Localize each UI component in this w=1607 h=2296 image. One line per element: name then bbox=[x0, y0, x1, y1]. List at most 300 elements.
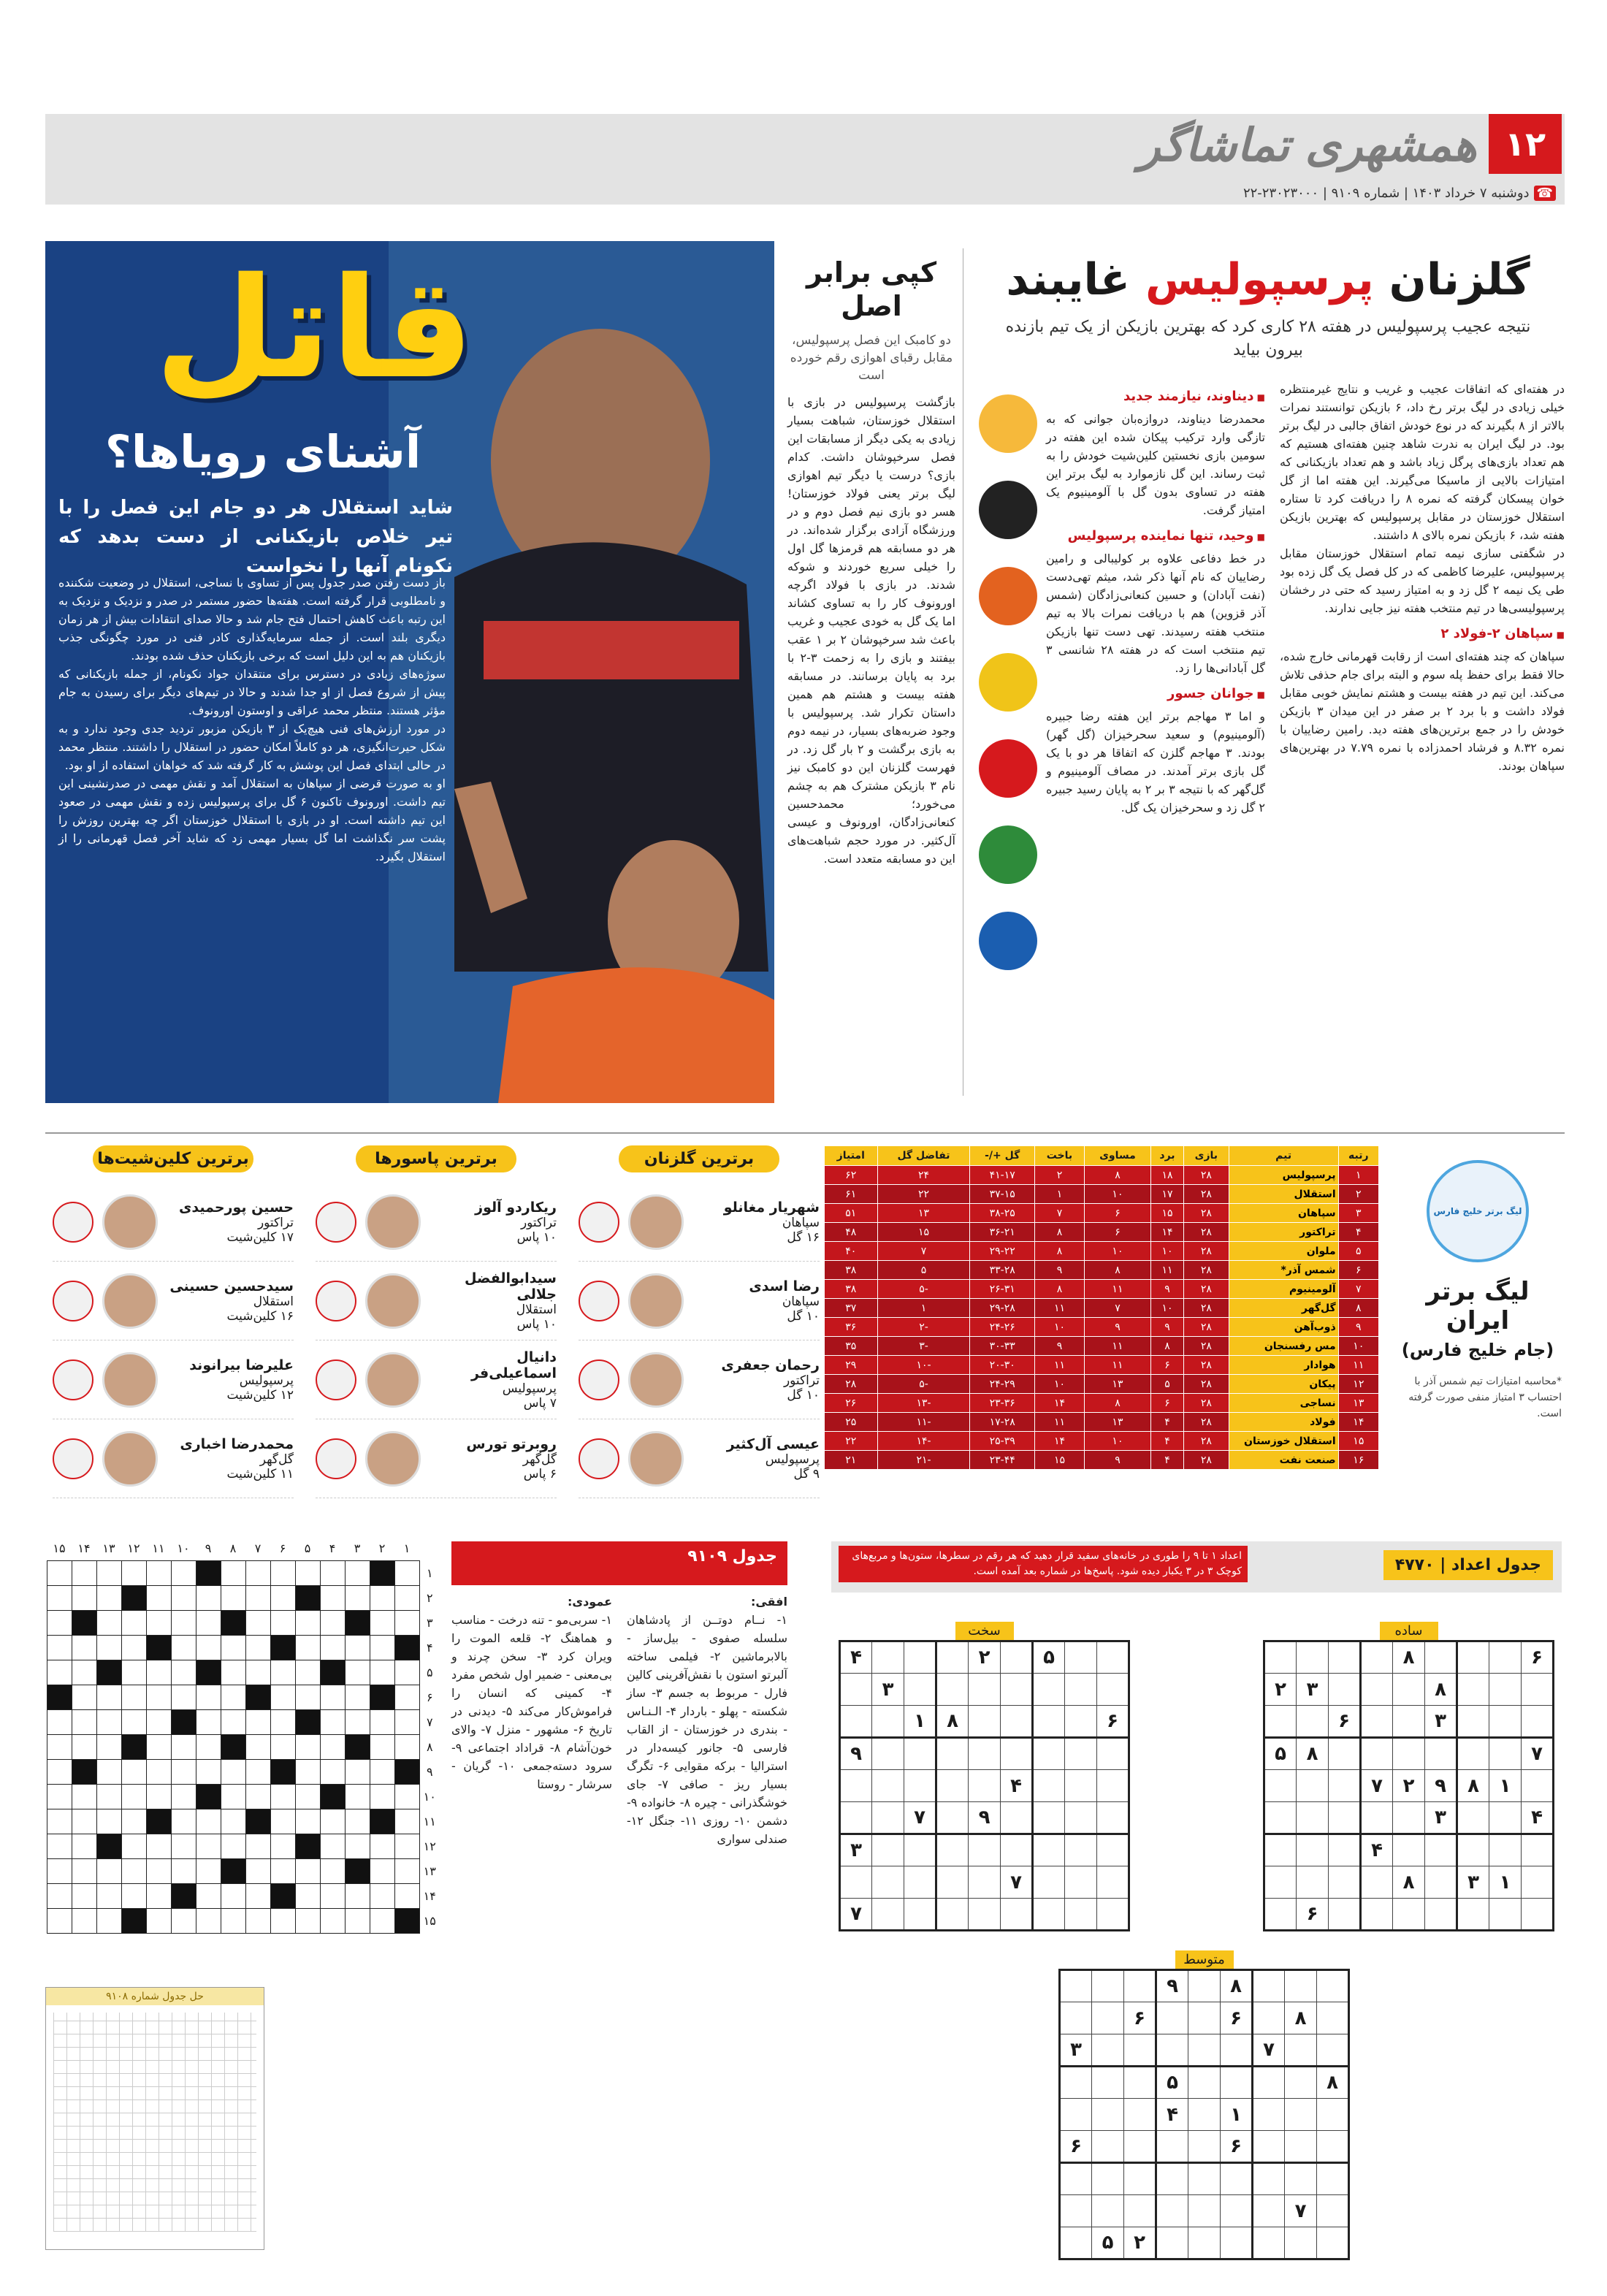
crossword-cell[interactable] bbox=[121, 1710, 146, 1735]
crossword-cell[interactable] bbox=[72, 1685, 96, 1710]
sudoku-cell[interactable] bbox=[1253, 2002, 1285, 2034]
sudoku-cell[interactable]: ۷ bbox=[840, 1899, 872, 1931]
crossword-cell[interactable] bbox=[394, 1859, 419, 1884]
crossword-cell[interactable] bbox=[196, 1611, 221, 1636]
sudoku-cell[interactable]: ۵ bbox=[1033, 1641, 1065, 1674]
crossword-cell[interactable] bbox=[96, 1561, 121, 1586]
crossword-cell[interactable] bbox=[196, 1859, 221, 1884]
crossword-cell[interactable] bbox=[394, 1785, 419, 1809]
crossword-cell[interactable] bbox=[320, 1636, 345, 1660]
crossword-cell[interactable] bbox=[121, 1611, 146, 1636]
crossword-cell[interactable] bbox=[47, 1859, 72, 1884]
sudoku-cell[interactable] bbox=[1033, 1834, 1065, 1866]
sudoku-cell[interactable]: ۷ bbox=[1001, 1866, 1033, 1899]
sudoku-cell[interactable] bbox=[1457, 1706, 1489, 1738]
crossword-cell[interactable] bbox=[196, 1561, 221, 1586]
sudoku-cell[interactable] bbox=[1001, 1802, 1033, 1834]
sudoku-cell[interactable]: ۱ bbox=[1221, 2099, 1253, 2131]
crossword-cell[interactable] bbox=[221, 1809, 245, 1834]
sudoku-cell[interactable] bbox=[1001, 1834, 1033, 1866]
sudoku-cell[interactable] bbox=[936, 1834, 969, 1866]
sudoku-cell[interactable] bbox=[1092, 2034, 1124, 2067]
crossword-cell[interactable] bbox=[121, 1636, 146, 1660]
crossword-cell[interactable] bbox=[245, 1785, 270, 1809]
crossword-cell[interactable] bbox=[345, 1785, 370, 1809]
sudoku-cell[interactable] bbox=[1188, 2002, 1221, 2034]
crossword-cell[interactable] bbox=[221, 1561, 245, 1586]
sudoku-cell[interactable]: ۶ bbox=[1060, 2131, 1092, 2163]
crossword-cell[interactable] bbox=[270, 1636, 295, 1660]
crossword-cell[interactable] bbox=[295, 1561, 320, 1586]
crossword-cell[interactable] bbox=[394, 1884, 419, 1909]
sudoku-cell[interactable] bbox=[1522, 1899, 1554, 1931]
sudoku-cell[interactable] bbox=[1156, 2227, 1188, 2259]
crossword-cell[interactable] bbox=[320, 1859, 345, 1884]
sudoku-cell[interactable] bbox=[1097, 1770, 1129, 1802]
crossword-cell[interactable] bbox=[320, 1834, 345, 1859]
crossword-cell[interactable] bbox=[295, 1710, 320, 1735]
crossword-cell[interactable] bbox=[221, 1586, 245, 1611]
sudoku-cell[interactable] bbox=[904, 1899, 936, 1931]
crossword-cell[interactable] bbox=[245, 1636, 270, 1660]
sudoku-cell[interactable] bbox=[1264, 1802, 1297, 1834]
sudoku-cell[interactable] bbox=[1188, 2163, 1221, 2195]
sudoku-cell[interactable] bbox=[904, 1866, 936, 1899]
sudoku-cell[interactable] bbox=[1097, 1641, 1129, 1674]
crossword-cell[interactable] bbox=[345, 1660, 370, 1685]
sudoku-cell[interactable]: ۶ bbox=[1097, 1706, 1129, 1738]
sudoku-cell[interactable] bbox=[840, 1706, 872, 1738]
crossword-cell[interactable] bbox=[96, 1834, 121, 1859]
crossword-cell[interactable] bbox=[47, 1660, 72, 1685]
sudoku-cell[interactable] bbox=[1092, 2002, 1124, 2034]
crossword-cell[interactable] bbox=[146, 1785, 171, 1809]
sudoku-cell[interactable] bbox=[1065, 1674, 1097, 1706]
crossword-cell[interactable] bbox=[370, 1735, 394, 1760]
crossword-cell[interactable] bbox=[96, 1859, 121, 1884]
sudoku-cell[interactable] bbox=[1361, 1641, 1393, 1674]
sudoku-cell[interactable]: ۴ bbox=[1156, 2099, 1188, 2131]
crossword-cell[interactable] bbox=[270, 1710, 295, 1735]
crossword-cell[interactable] bbox=[245, 1735, 270, 1760]
crossword-cell[interactable] bbox=[96, 1685, 121, 1710]
crossword-cell[interactable] bbox=[146, 1859, 171, 1884]
sudoku-hard-grid[interactable] bbox=[839, 1640, 1130, 1931]
crossword-cell[interactable] bbox=[171, 1561, 196, 1586]
sudoku-cell[interactable] bbox=[1457, 1738, 1489, 1770]
sudoku-cell[interactable] bbox=[872, 1802, 904, 1834]
crossword-cell[interactable] bbox=[370, 1760, 394, 1785]
sudoku-cell[interactable] bbox=[872, 1834, 904, 1866]
crossword-cell[interactable] bbox=[47, 1809, 72, 1834]
sudoku-cell[interactable] bbox=[1097, 1899, 1129, 1931]
sudoku-cell[interactable]: ۹ bbox=[840, 1738, 872, 1770]
sudoku-cell[interactable] bbox=[1060, 2099, 1092, 2131]
sudoku-cell[interactable]: ۸ bbox=[1425, 1674, 1457, 1706]
sudoku-cell[interactable] bbox=[1092, 2195, 1124, 2227]
crossword-cell[interactable] bbox=[196, 1809, 221, 1834]
crossword-cell[interactable] bbox=[370, 1586, 394, 1611]
crossword-cell[interactable] bbox=[146, 1561, 171, 1586]
crossword-cell[interactable] bbox=[121, 1909, 146, 1934]
sudoku-cell[interactable] bbox=[1060, 2195, 1092, 2227]
sudoku-cell[interactable] bbox=[1060, 2002, 1092, 2034]
crossword-cell[interactable] bbox=[121, 1884, 146, 1909]
crossword-cell[interactable] bbox=[270, 1809, 295, 1834]
sudoku-cell[interactable] bbox=[1457, 1641, 1489, 1674]
crossword-cell[interactable] bbox=[72, 1834, 96, 1859]
crossword-cell[interactable] bbox=[196, 1909, 221, 1934]
sudoku-cell[interactable]: ۲ bbox=[1264, 1674, 1297, 1706]
crossword-cell[interactable] bbox=[146, 1611, 171, 1636]
sudoku-cell[interactable]: ۸ bbox=[936, 1706, 969, 1738]
crossword-cell[interactable] bbox=[96, 1710, 121, 1735]
crossword-cell[interactable] bbox=[295, 1760, 320, 1785]
sudoku-cell[interactable] bbox=[1329, 1802, 1361, 1834]
sudoku-cell[interactable] bbox=[969, 1866, 1001, 1899]
sudoku-cell[interactable] bbox=[1329, 1899, 1361, 1931]
crossword-cell[interactable] bbox=[72, 1710, 96, 1735]
sudoku-cell[interactable] bbox=[1156, 2002, 1188, 2034]
crossword-cell[interactable] bbox=[196, 1586, 221, 1611]
crossword-cell[interactable] bbox=[320, 1685, 345, 1710]
sudoku-cell[interactable] bbox=[1221, 2163, 1253, 2195]
sudoku-cell[interactable] bbox=[1361, 1674, 1393, 1706]
sudoku-cell[interactable] bbox=[1033, 1674, 1065, 1706]
crossword-cell[interactable] bbox=[345, 1909, 370, 1934]
sudoku-cell[interactable]: ۷ bbox=[904, 1802, 936, 1834]
sudoku-cell[interactable] bbox=[1393, 1834, 1425, 1866]
sudoku-cell[interactable] bbox=[1253, 2163, 1285, 2195]
crossword-cell[interactable] bbox=[245, 1561, 270, 1586]
sudoku-cell[interactable]: ۳ bbox=[1425, 1802, 1457, 1834]
sudoku-cell[interactable] bbox=[1425, 1641, 1457, 1674]
sudoku-cell[interactable] bbox=[1264, 1866, 1297, 1899]
crossword-cell[interactable] bbox=[394, 1561, 419, 1586]
crossword-cell[interactable] bbox=[370, 1859, 394, 1884]
sudoku-cell[interactable] bbox=[1329, 1770, 1361, 1802]
sudoku-cell[interactable] bbox=[936, 1802, 969, 1834]
sudoku-cell[interactable] bbox=[1489, 1738, 1522, 1770]
crossword-cell[interactable] bbox=[394, 1909, 419, 1934]
sudoku-cell[interactable]: ۷ bbox=[1361, 1770, 1393, 1802]
crossword-cell[interactable] bbox=[221, 1710, 245, 1735]
crossword-cell[interactable] bbox=[295, 1586, 320, 1611]
sudoku-cell[interactable] bbox=[1033, 1738, 1065, 1770]
crossword-cell[interactable] bbox=[47, 1685, 72, 1710]
sudoku-cell[interactable] bbox=[969, 1674, 1001, 1706]
crossword-cell[interactable] bbox=[394, 1636, 419, 1660]
sudoku-cell[interactable] bbox=[969, 1899, 1001, 1931]
crossword-cell[interactable] bbox=[146, 1660, 171, 1685]
sudoku-cell[interactable] bbox=[1033, 1770, 1065, 1802]
sudoku-cell[interactable] bbox=[1188, 2099, 1221, 2131]
crossword-cell[interactable] bbox=[295, 1809, 320, 1834]
sudoku-cell[interactable] bbox=[1522, 1770, 1554, 1802]
sudoku-cell[interactable] bbox=[1285, 2067, 1317, 2099]
crossword-cell[interactable] bbox=[270, 1909, 295, 1934]
crossword-cell[interactable] bbox=[196, 1710, 221, 1735]
sudoku-cell[interactable] bbox=[1297, 1706, 1329, 1738]
crossword-cell[interactable] bbox=[196, 1884, 221, 1909]
crossword-cell[interactable] bbox=[370, 1561, 394, 1586]
sudoku-cell[interactable] bbox=[872, 1738, 904, 1770]
crossword-cell[interactable] bbox=[245, 1884, 270, 1909]
sudoku-cell[interactable] bbox=[1065, 1866, 1097, 1899]
sudoku-cell[interactable] bbox=[1092, 2099, 1124, 2131]
crossword-cell[interactable] bbox=[96, 1660, 121, 1685]
sudoku-cell[interactable] bbox=[969, 1738, 1001, 1770]
crossword-cell[interactable] bbox=[370, 1710, 394, 1735]
crossword-cell[interactable] bbox=[221, 1884, 245, 1909]
crossword-cell[interactable] bbox=[171, 1586, 196, 1611]
crossword-cell[interactable] bbox=[270, 1611, 295, 1636]
crossword-cell[interactable] bbox=[295, 1859, 320, 1884]
crossword-cell[interactable] bbox=[146, 1710, 171, 1735]
crossword-cell[interactable] bbox=[146, 1760, 171, 1785]
crossword-cell[interactable] bbox=[320, 1611, 345, 1636]
crossword-cell[interactable] bbox=[295, 1785, 320, 1809]
crossword-cell[interactable] bbox=[320, 1785, 345, 1809]
crossword-cell[interactable] bbox=[394, 1809, 419, 1834]
sudoku-cell[interactable]: ۱ bbox=[904, 1706, 936, 1738]
sudoku-cell[interactable] bbox=[1457, 1899, 1489, 1931]
sudoku-cell[interactable] bbox=[1317, 2002, 1349, 2034]
sudoku-cell[interactable] bbox=[1425, 1899, 1457, 1931]
crossword-cell[interactable] bbox=[47, 1785, 72, 1809]
crossword-cell[interactable] bbox=[394, 1586, 419, 1611]
sudoku-cell[interactable]: ۳ bbox=[1297, 1674, 1329, 1706]
sudoku-cell[interactable] bbox=[1522, 1674, 1554, 1706]
crossword-cell[interactable] bbox=[121, 1586, 146, 1611]
sudoku-cell[interactable] bbox=[1156, 2195, 1188, 2227]
crossword-cell[interactable] bbox=[270, 1785, 295, 1809]
sudoku-cell[interactable]: ۸ bbox=[1285, 2002, 1317, 2034]
sudoku-cell[interactable] bbox=[969, 1770, 1001, 1802]
crossword-cell[interactable] bbox=[245, 1909, 270, 1934]
sudoku-cell[interactable] bbox=[1317, 2131, 1349, 2163]
crossword-cell[interactable] bbox=[370, 1660, 394, 1685]
crossword-cell[interactable] bbox=[96, 1611, 121, 1636]
crossword-cell[interactable] bbox=[245, 1859, 270, 1884]
crossword-cell[interactable] bbox=[146, 1884, 171, 1909]
crossword-cell[interactable] bbox=[295, 1636, 320, 1660]
crossword-cell[interactable] bbox=[221, 1909, 245, 1934]
crossword-cell[interactable] bbox=[394, 1611, 419, 1636]
sudoku-cell[interactable] bbox=[1065, 1706, 1097, 1738]
crossword-cell[interactable] bbox=[345, 1809, 370, 1834]
sudoku-cell[interactable] bbox=[1285, 2099, 1317, 2131]
sudoku-cell[interactable] bbox=[904, 1641, 936, 1674]
sudoku-cell[interactable]: ۸ bbox=[1297, 1738, 1329, 1770]
sudoku-cell[interactable] bbox=[1393, 1738, 1425, 1770]
crossword-cell[interactable] bbox=[345, 1611, 370, 1636]
crossword-cell[interactable] bbox=[196, 1660, 221, 1685]
crossword-cell[interactable] bbox=[221, 1636, 245, 1660]
crossword-cell[interactable] bbox=[245, 1710, 270, 1735]
sudoku-cell[interactable] bbox=[1393, 1802, 1425, 1834]
crossword-cell[interactable] bbox=[345, 1636, 370, 1660]
crossword-cell[interactable] bbox=[370, 1884, 394, 1909]
sudoku-cell[interactable] bbox=[1253, 2067, 1285, 2099]
sudoku-cell[interactable] bbox=[1124, 2163, 1156, 2195]
crossword-cell[interactable] bbox=[295, 1884, 320, 1909]
sudoku-cell[interactable] bbox=[1124, 2131, 1156, 2163]
crossword-cell[interactable] bbox=[270, 1859, 295, 1884]
crossword-cell[interactable] bbox=[245, 1586, 270, 1611]
crossword-cell[interactable] bbox=[221, 1685, 245, 1710]
sudoku-cell[interactable]: ۶ bbox=[1221, 2002, 1253, 2034]
sudoku-cell[interactable] bbox=[872, 1866, 904, 1899]
sudoku-cell[interactable]: ۷ bbox=[1285, 2195, 1317, 2227]
sudoku-cell[interactable] bbox=[936, 1674, 969, 1706]
crossword-cell[interactable] bbox=[96, 1636, 121, 1660]
sudoku-cell[interactable]: ۹ bbox=[969, 1802, 1001, 1834]
sudoku-cell[interactable] bbox=[1033, 1802, 1065, 1834]
crossword-cell[interactable] bbox=[345, 1710, 370, 1735]
crossword-cell[interactable] bbox=[245, 1611, 270, 1636]
sudoku-cell[interactable] bbox=[1393, 1899, 1425, 1931]
crossword-cell[interactable] bbox=[171, 1859, 196, 1884]
sudoku-cell[interactable] bbox=[1001, 1641, 1033, 1674]
sudoku-cell[interactable] bbox=[1188, 2131, 1221, 2163]
crossword-cell[interactable] bbox=[146, 1834, 171, 1859]
crossword-cell[interactable] bbox=[47, 1884, 72, 1909]
crossword-cell[interactable] bbox=[394, 1685, 419, 1710]
sudoku-cell[interactable] bbox=[1297, 1834, 1329, 1866]
sudoku-cell[interactable] bbox=[904, 1674, 936, 1706]
sudoku-cell[interactable]: ۳ bbox=[1060, 2034, 1092, 2067]
sudoku-cell[interactable] bbox=[1033, 1899, 1065, 1931]
crossword-cell[interactable] bbox=[47, 1611, 72, 1636]
sudoku-cell[interactable]: ۸ bbox=[1221, 1970, 1253, 2002]
crossword-cell[interactable] bbox=[171, 1710, 196, 1735]
sudoku-cell[interactable]: ۲ bbox=[969, 1641, 1001, 1674]
crossword-cell[interactable] bbox=[394, 1760, 419, 1785]
sudoku-cell[interactable]: ۷ bbox=[1522, 1738, 1554, 1770]
sudoku-cell[interactable]: ۶ bbox=[1221, 2131, 1253, 2163]
sudoku-cell[interactable] bbox=[904, 1738, 936, 1770]
sudoku-cell[interactable]: ۸ bbox=[1457, 1770, 1489, 1802]
crossword-cell[interactable] bbox=[221, 1785, 245, 1809]
sudoku-cell[interactable] bbox=[1253, 1970, 1285, 2002]
sudoku-cell[interactable] bbox=[840, 1866, 872, 1899]
crossword-cell[interactable] bbox=[345, 1685, 370, 1710]
sudoku-cell[interactable] bbox=[1489, 1674, 1522, 1706]
sudoku-cell[interactable] bbox=[1124, 2195, 1156, 2227]
sudoku-cell[interactable] bbox=[1092, 1970, 1124, 2002]
sudoku-cell[interactable]: ۴ bbox=[840, 1641, 872, 1674]
crossword-cell[interactable] bbox=[47, 1735, 72, 1760]
sudoku-cell[interactable] bbox=[1457, 1802, 1489, 1834]
sudoku-cell[interactable] bbox=[936, 1866, 969, 1899]
sudoku-cell[interactable] bbox=[1060, 2163, 1092, 2195]
crossword-cell[interactable] bbox=[121, 1760, 146, 1785]
sudoku-cell[interactable] bbox=[840, 1674, 872, 1706]
sudoku-cell[interactable] bbox=[1124, 2034, 1156, 2067]
sudoku-cell[interactable] bbox=[1221, 2067, 1253, 2099]
crossword-cell[interactable] bbox=[221, 1660, 245, 1685]
sudoku-cell[interactable]: ۷ bbox=[1253, 2034, 1285, 2067]
sudoku-cell[interactable] bbox=[1329, 1866, 1361, 1899]
sudoku-cell[interactable] bbox=[1065, 1738, 1097, 1770]
crossword-cell[interactable] bbox=[320, 1561, 345, 1586]
sudoku-cell[interactable]: ۸ bbox=[1393, 1641, 1425, 1674]
crossword-cell[interactable] bbox=[47, 1636, 72, 1660]
sudoku-easy-grid[interactable] bbox=[1263, 1640, 1554, 1931]
sudoku-cell[interactable] bbox=[1060, 2067, 1092, 2099]
sudoku-cell[interactable] bbox=[872, 1641, 904, 1674]
sudoku-cell[interactable] bbox=[1188, 2067, 1221, 2099]
crossword-cell[interactable] bbox=[72, 1611, 96, 1636]
sudoku-cell[interactable] bbox=[1425, 1738, 1457, 1770]
crossword-cell[interactable] bbox=[171, 1809, 196, 1834]
crossword-cell[interactable] bbox=[295, 1611, 320, 1636]
crossword-cell[interactable] bbox=[270, 1834, 295, 1859]
crossword-cell[interactable] bbox=[146, 1809, 171, 1834]
crossword-cell[interactable] bbox=[270, 1586, 295, 1611]
sudoku-cell[interactable] bbox=[872, 1899, 904, 1931]
sudoku-cell[interactable] bbox=[1033, 1706, 1065, 1738]
sudoku-cell[interactable] bbox=[1361, 1899, 1393, 1931]
sudoku-cell[interactable] bbox=[1489, 1899, 1522, 1931]
crossword-cell[interactable] bbox=[320, 1884, 345, 1909]
sudoku-cell[interactable] bbox=[1264, 1641, 1297, 1674]
sudoku-cell[interactable] bbox=[1264, 1899, 1297, 1931]
crossword-cell[interactable] bbox=[72, 1660, 96, 1685]
crossword-cell[interactable] bbox=[72, 1586, 96, 1611]
sudoku-cell[interactable] bbox=[1489, 1706, 1522, 1738]
sudoku-cell[interactable] bbox=[1221, 2195, 1253, 2227]
crossword-cell[interactable] bbox=[196, 1735, 221, 1760]
crossword-cell[interactable] bbox=[171, 1884, 196, 1909]
crossword-cell[interactable] bbox=[370, 1909, 394, 1934]
sudoku-cell[interactable] bbox=[1156, 2163, 1188, 2195]
sudoku-cell[interactable]: ۸ bbox=[1393, 1866, 1425, 1899]
crossword-cell[interactable] bbox=[221, 1760, 245, 1785]
crossword-cell[interactable] bbox=[221, 1834, 245, 1859]
sudoku-cell[interactable] bbox=[1329, 1834, 1361, 1866]
sudoku-cell[interactable]: ۱ bbox=[1489, 1866, 1522, 1899]
crossword-cell[interactable] bbox=[270, 1760, 295, 1785]
crossword-cell[interactable] bbox=[72, 1561, 96, 1586]
sudoku-cell[interactable] bbox=[1297, 1770, 1329, 1802]
sudoku-cell[interactable] bbox=[969, 1834, 1001, 1866]
crossword-cell[interactable] bbox=[121, 1859, 146, 1884]
sudoku-cell[interactable] bbox=[1156, 2131, 1188, 2163]
crossword-cell[interactable] bbox=[146, 1685, 171, 1710]
crossword-cell[interactable] bbox=[345, 1884, 370, 1909]
crossword-cell[interactable] bbox=[196, 1834, 221, 1859]
crossword-cell[interactable] bbox=[295, 1660, 320, 1685]
sudoku-cell[interactable] bbox=[1264, 1770, 1297, 1802]
sudoku-cell[interactable] bbox=[936, 1770, 969, 1802]
sudoku-cell[interactable] bbox=[1297, 1641, 1329, 1674]
crossword-cell[interactable] bbox=[345, 1760, 370, 1785]
crossword-cell[interactable] bbox=[320, 1760, 345, 1785]
sudoku-cell[interactable]: ۸ bbox=[1317, 2067, 1349, 2099]
crossword-cell[interactable] bbox=[221, 1611, 245, 1636]
crossword-cell[interactable] bbox=[171, 1785, 196, 1809]
crossword-cell[interactable] bbox=[270, 1735, 295, 1760]
sudoku-cell[interactable] bbox=[936, 1738, 969, 1770]
sudoku-cell[interactable] bbox=[1188, 2227, 1221, 2259]
sudoku-cell[interactable] bbox=[1522, 1706, 1554, 1738]
sudoku-cell[interactable]: ۴ bbox=[1001, 1770, 1033, 1802]
crossword-cell[interactable] bbox=[245, 1809, 270, 1834]
crossword-cell[interactable] bbox=[196, 1785, 221, 1809]
crossword-cell[interactable] bbox=[121, 1660, 146, 1685]
